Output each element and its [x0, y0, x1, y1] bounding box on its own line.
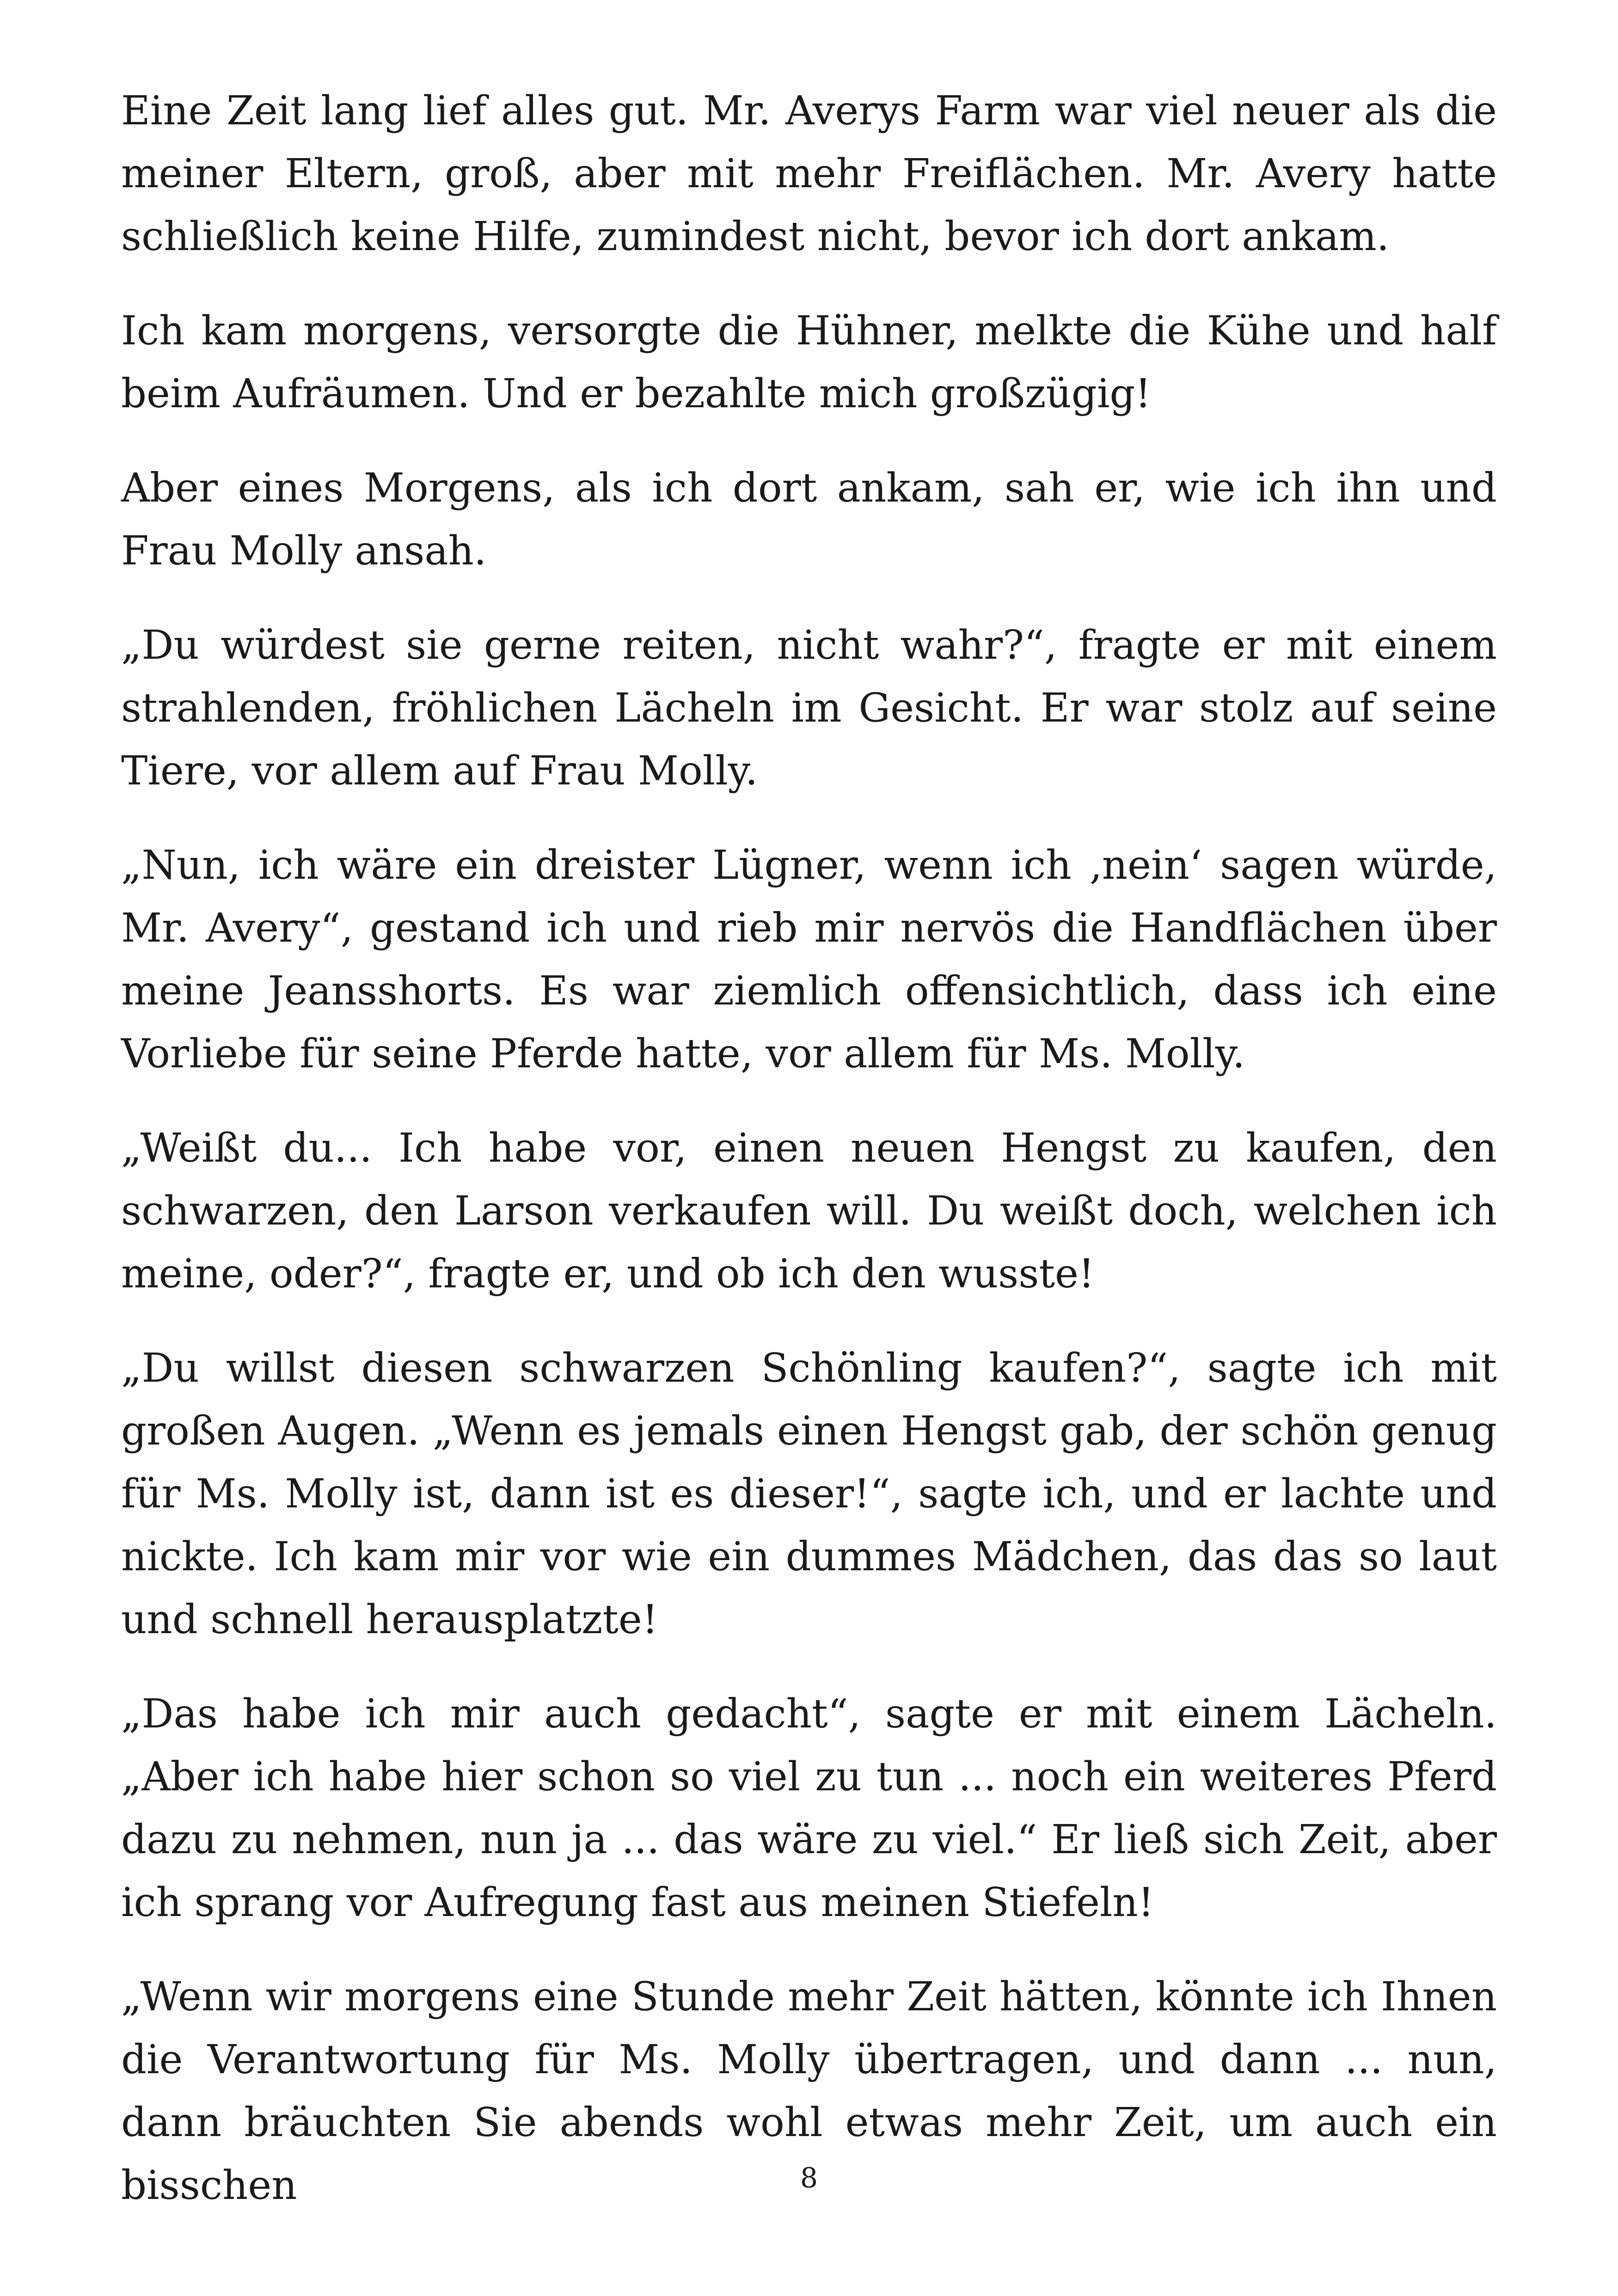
paragraph: „Du willst diesen schwarzen Schönling kaufen?“, sagte ich mit großen Augen. „Wenn es jemals einen Hengst gab, der schön genug für Ms. Molly ist, dann ist es dieser!“, sagte ich, und er lachte und nickte. Ich kam mir vor wie ein dummes Mädchen, das das so laut und schnell herausplatzte!: [121, 1345, 1497, 1643]
paragraph: „Du würdest sie gerne reiten, nicht wahr?“, fragte er mit einem strahlenden, fröhlichen Lächeln im Gesicht. Er war stolz auf seine Tiere, vor allem auf Frau Molly.: [121, 622, 1497, 794]
page-body: [121, 80, 1497, 2248]
paragraph: „Weißt du... Ich habe vor, einen neuen Hengst zu kaufen, den schwarzen, den Larson verkaufen will. Du weißt doch, welchen ich meine, oder?“, fragte er, und ob ich den wusste!: [121, 1125, 1497, 1297]
paragraph: Aber eines Morgens, als ich dort ankam, sah er, wie ich ihn und Frau Molly ansah.: [121, 465, 1497, 574]
paragraph: Ich kam morgens, versorgte die Hühner, melkte die Kühe und half beim Aufräumen. Und er bezahlte mich großzügig!: [121, 308, 1497, 417]
paragraph: „Das habe ich mir auch gedacht“, sagte er mit einem Lächeln. „Aber ich habe hier schon so viel zu tun ... noch ein weiteres Pferd dazu zu nehmen, nun ja ... das wäre zu viel.“ Er ließ sich Zeit, aber ich sprang vor Aufregung fast aus meinen Stiefeln!: [121, 1691, 1497, 1926]
paragraph: Eine Zeit lang lief alles gut. Mr. Averys Farm war viel neuer als die meiner Eltern, groß, aber mit mehr Freiflächen. Mr. Avery hatte schließlich keine Hilfe, zumindest nicht, bevor ich dort ankam.: [121, 88, 1497, 260]
paragraph: „Nun, ich wäre ein dreister Lügner, wenn ich ‚nein‘ sagen würde, Mr. Avery“, gestand ich und rieb mir nervös die Handflächen über meine Jeansshorts. Es war ziemlich offensichtlich, dass ich eine Vorliebe für seine Pferde hatte, vor allem für Ms. Molly.: [121, 842, 1497, 1077]
page-number: 8: [800, 2162, 818, 2194]
paragraph: „Wenn wir morgens eine Stunde mehr Zeit hätten, könnte ich Ihnen die Verantwortung für Ms. Molly übertragen, und dann ... nun, dann bräuchten Sie abends wohl etwas mehr Zeit, um auch ein bisschen: [121, 1974, 1497, 2209]
